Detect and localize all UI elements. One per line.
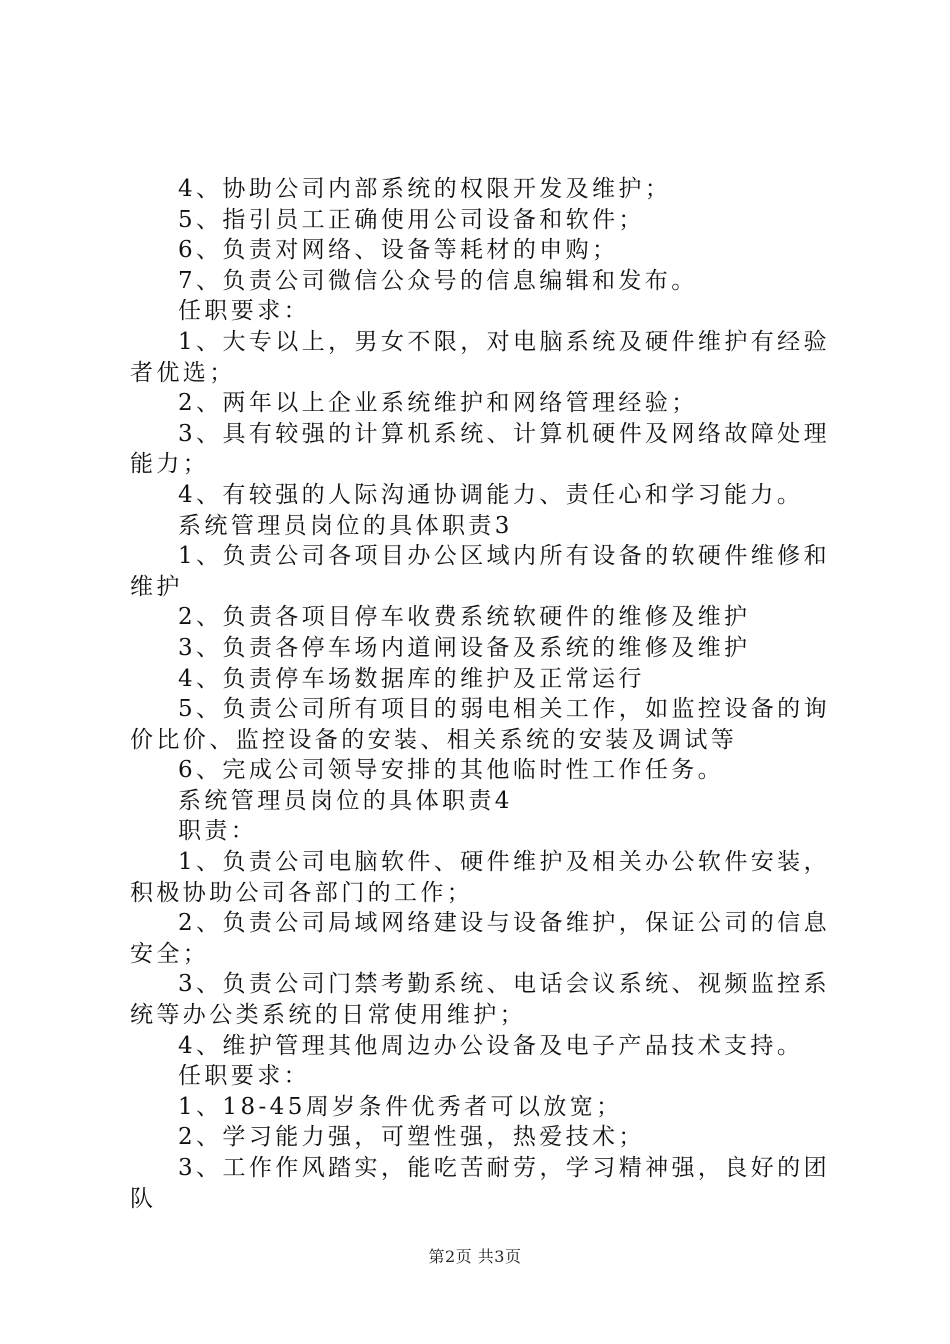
paragraph: 6、负责对网络、设备等耗材的申购； xyxy=(178,237,619,264)
paragraph: 4、有较强的人际沟通协调能力、责任心和学习能力。 xyxy=(178,481,804,508)
paragraph: 4、协助公司内部系统的权限开发及维护； xyxy=(178,176,672,202)
page-number-footer: 第2页 共3页 xyxy=(428,1247,522,1266)
paragraph: 3、具有较强的计算机系统、计算机硬件及网络故障处理能力； xyxy=(130,420,830,478)
section-heading: 系统管理员岗位的具体职责3 xyxy=(178,512,513,539)
paragraph: 6、完成公司领导安排的其他临时性工作任务。 xyxy=(178,757,725,784)
paragraph: 5、指引员工正确使用公司设备和软件； xyxy=(178,206,645,233)
section-heading: 职责： xyxy=(178,818,258,845)
paragraph: 4、负责停车场数据库的维护及正常运行 xyxy=(178,665,645,692)
paragraph: 5、负责公司所有项目的弱电相关工作，如监控设备的询价比价、监控设备的安装、相关系统的安装及调试等 xyxy=(130,696,830,753)
section-heading: 任职要求： xyxy=(178,1063,310,1090)
paragraph: 1、大专以上，男女不限，对电脑系统及硬件维护有经验者优选； xyxy=(130,328,830,386)
paragraph: 1、18-45周岁条件优秀者可以放宽； xyxy=(178,1093,623,1120)
paragraph: 1、负责公司各项目办公区域内所有设备的软硬件维修和维护 xyxy=(130,543,830,600)
section-heading: 任职要求： xyxy=(178,298,310,325)
section-heading: 系统管理员岗位的具体职责4 xyxy=(178,787,513,814)
paragraph: 2、学习能力强，可塑性强，热爱技术； xyxy=(178,1124,645,1151)
paragraph: 2、两年以上企业系统维护和网络管理经验； xyxy=(178,390,698,417)
paragraph: 2、负责公司局域网络建设与设备维护，保证公司的信息安全； xyxy=(130,910,830,967)
paragraph: 7、负责公司微信公众号的信息编辑和发布。 xyxy=(178,267,698,294)
paragraph: 3、负责公司门禁考勤系统、电话会议系统、视频监控系统等办公类系统的日常使用维护； xyxy=(130,971,830,1029)
paragraph: 1、负责公司电脑软件、硬件维护及相关办公软件安装，积极协助公司各部门的工作； xyxy=(130,849,830,906)
paragraph: 4、维护管理其他周边办公设备及电子产品技术支持。 xyxy=(178,1032,804,1059)
paragraph: 2、负责各项目停车收费系统软硬件的维修及维护 xyxy=(178,604,751,631)
paragraph: 3、负责各停车场内道闸设备及系统的维修及维护 xyxy=(178,634,751,661)
paragraph: 3、工作作风踏实，能吃苦耐劳，学习精神强，良好的团队 xyxy=(130,1155,830,1212)
document-body xyxy=(130,174,830,1214)
